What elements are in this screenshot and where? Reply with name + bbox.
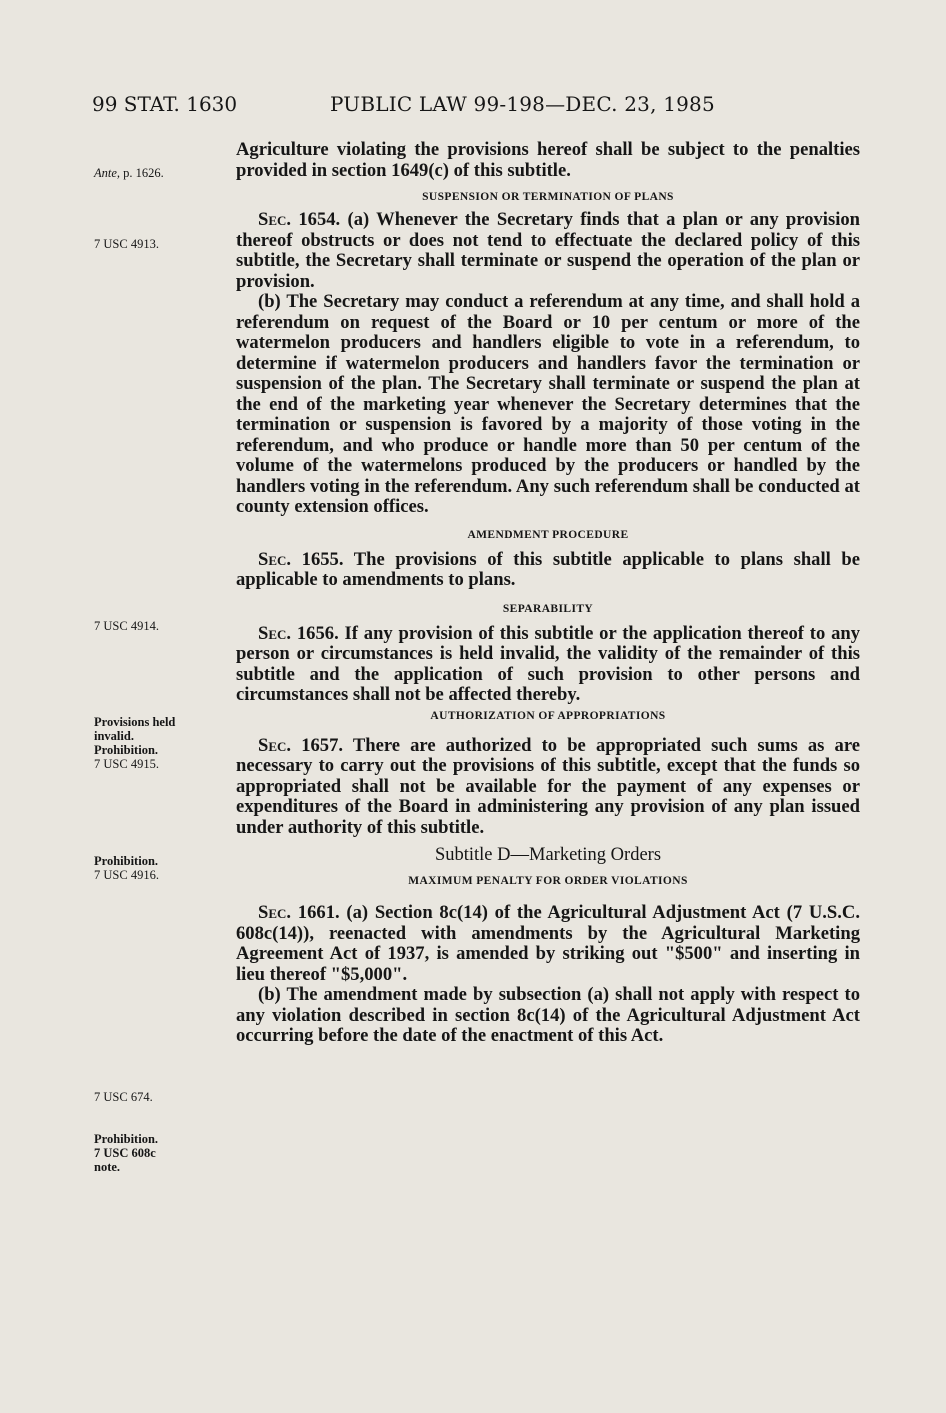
section-1661-a	[236, 903, 860, 985]
heading-maximum-penalty: MAXIMUM PENALTY FOR ORDER VIOLATIONS	[408, 875, 688, 887]
section-1654-a	[236, 210, 860, 292]
section-1661-a-text: 1661. (a) Section 8c(14) of the Agricultural Adjustment Act (7 U.S.C. 608c(14)), reenacted with amendments by the Agricultural Marketing Agreement Act of 1937, is amended by striking out "$500" and inserting in lieu thereof "$5,000".	[236, 902, 860, 985]
margin-note-line: Prohibition.	[94, 854, 159, 868]
body-text-column	[236, 140, 860, 1047]
section-label: Sec.	[258, 902, 292, 923]
section-1656-text: 1656. If any provision of this subtitle or the application thereof to any person or circumstances is held invalid, the validity of the remainder of this subtitle and the application of such provision to other persons and circumstances shall not be affected thereby.	[236, 622, 860, 705]
margin-note-prohibition-4916	[94, 854, 159, 882]
section-1655	[236, 550, 860, 591]
margin-note-line: Prohibition.	[94, 1132, 159, 1146]
heading-separability: SEPARABILITY	[502, 602, 594, 615]
section-label: Sec.	[258, 548, 292, 570]
margin-note-usc-4914: 7 USC 4914.	[94, 619, 159, 633]
section-1661-b: (b) The amendment made by subsection (a) shall not apply with respect to any violation described in section 8c(14) of the Agricultural Adjustment Act occurring before the date of the enactment of this Act.	[236, 984, 860, 1046]
section-1654-a-text: 1654. (a) Whenever the Secretary finds that a plan or any provision thereof obstructs or does not tend to effectuate the declared policy of this subtitle, the Secretary shall terminate or suspend the operation of the plan or provision.	[236, 209, 860, 292]
margin-note-line: Prohibition.	[94, 743, 159, 757]
margin-note-line: 7 USC 4915.	[94, 757, 159, 771]
margin-note-line: note.	[94, 1160, 121, 1174]
heading-suspension-termination: SUSPENSION OR TERMINATION OF PLANS	[422, 191, 674, 203]
margin-note-ante	[94, 166, 164, 180]
section-1657	[236, 736, 860, 839]
margin-note-prohibition-608c	[94, 1132, 158, 1174]
margin-note-usc-4913: 7 USC 4913.	[94, 237, 159, 251]
heading-authorization-appropriations: AUTHORIZATION OF APPROPRIATIONS	[430, 709, 666, 722]
section-label: Sec.	[258, 734, 292, 756]
margin-note-line: Provisions held	[94, 715, 176, 729]
margin-note-usc-674: 7 USC 674.	[94, 1090, 153, 1104]
heading-amendment-procedure: AMENDMENT PROCEDURE	[467, 528, 629, 541]
margin-note-ante-page: p. 1626.	[123, 166, 164, 180]
section-1655-text: 1655. The provisions of this subtitle applicable to plans shall be applicable to amendments to plans.	[236, 548, 860, 590]
margin-note-line: invalid.	[94, 729, 134, 743]
section-1654-b: (b) The Secretary may conduct a referendum at any time, and shall hold a referendum on request of the Board or 10 per centum or more of the watermelon producers and handlers eligible to vote in a referendum, to determine if watermelon producers and handlers favor the termination or suspension of the plan. The Secretary shall terminate or suspend the plan at the end of the marketing year whenever the Secretary determines that the termination or suspension is favored by a majority of those voting in the referendum, and who produce or handle more than 50 per centum of the volume of the watermelons produced by the producers or handled by the handlers voting in the referendum. Any such referendum shall be conducted at county extension offices.	[236, 291, 860, 517]
section-1656	[236, 624, 860, 706]
margin-note-line: 7 USC 4916.	[94, 868, 159, 882]
margin-note-line: 7 USC 608c	[94, 1146, 156, 1160]
law-title-header: PUBLIC LAW 99-198—DEC. 23, 1985	[330, 92, 715, 116]
margin-note-ante-italic: Ante,	[94, 166, 121, 180]
section-1657-text: 1657. There are authorized to be appropriated such sums as are necessary to carry out the provisions of this subtitle, except that the funds so appropriated shall not be available for the payment of any expenses or expenditures of the Board in administering any provision of any plan issued under authority of this subtitle.	[236, 734, 860, 838]
intro-paragraph: Agriculture violating the provisions hereof shall be subject to the penalties provided in section 1649(c) of this subtitle.	[236, 139, 860, 181]
subtitle-d-heading: Subtitle D—Marketing Orders	[434, 845, 662, 865]
margin-note-provisions-held	[94, 715, 175, 771]
section-label: Sec.	[258, 209, 292, 230]
section-label: Sec.	[258, 622, 292, 644]
page-reference: 99 STAT. 1630	[92, 92, 238, 116]
